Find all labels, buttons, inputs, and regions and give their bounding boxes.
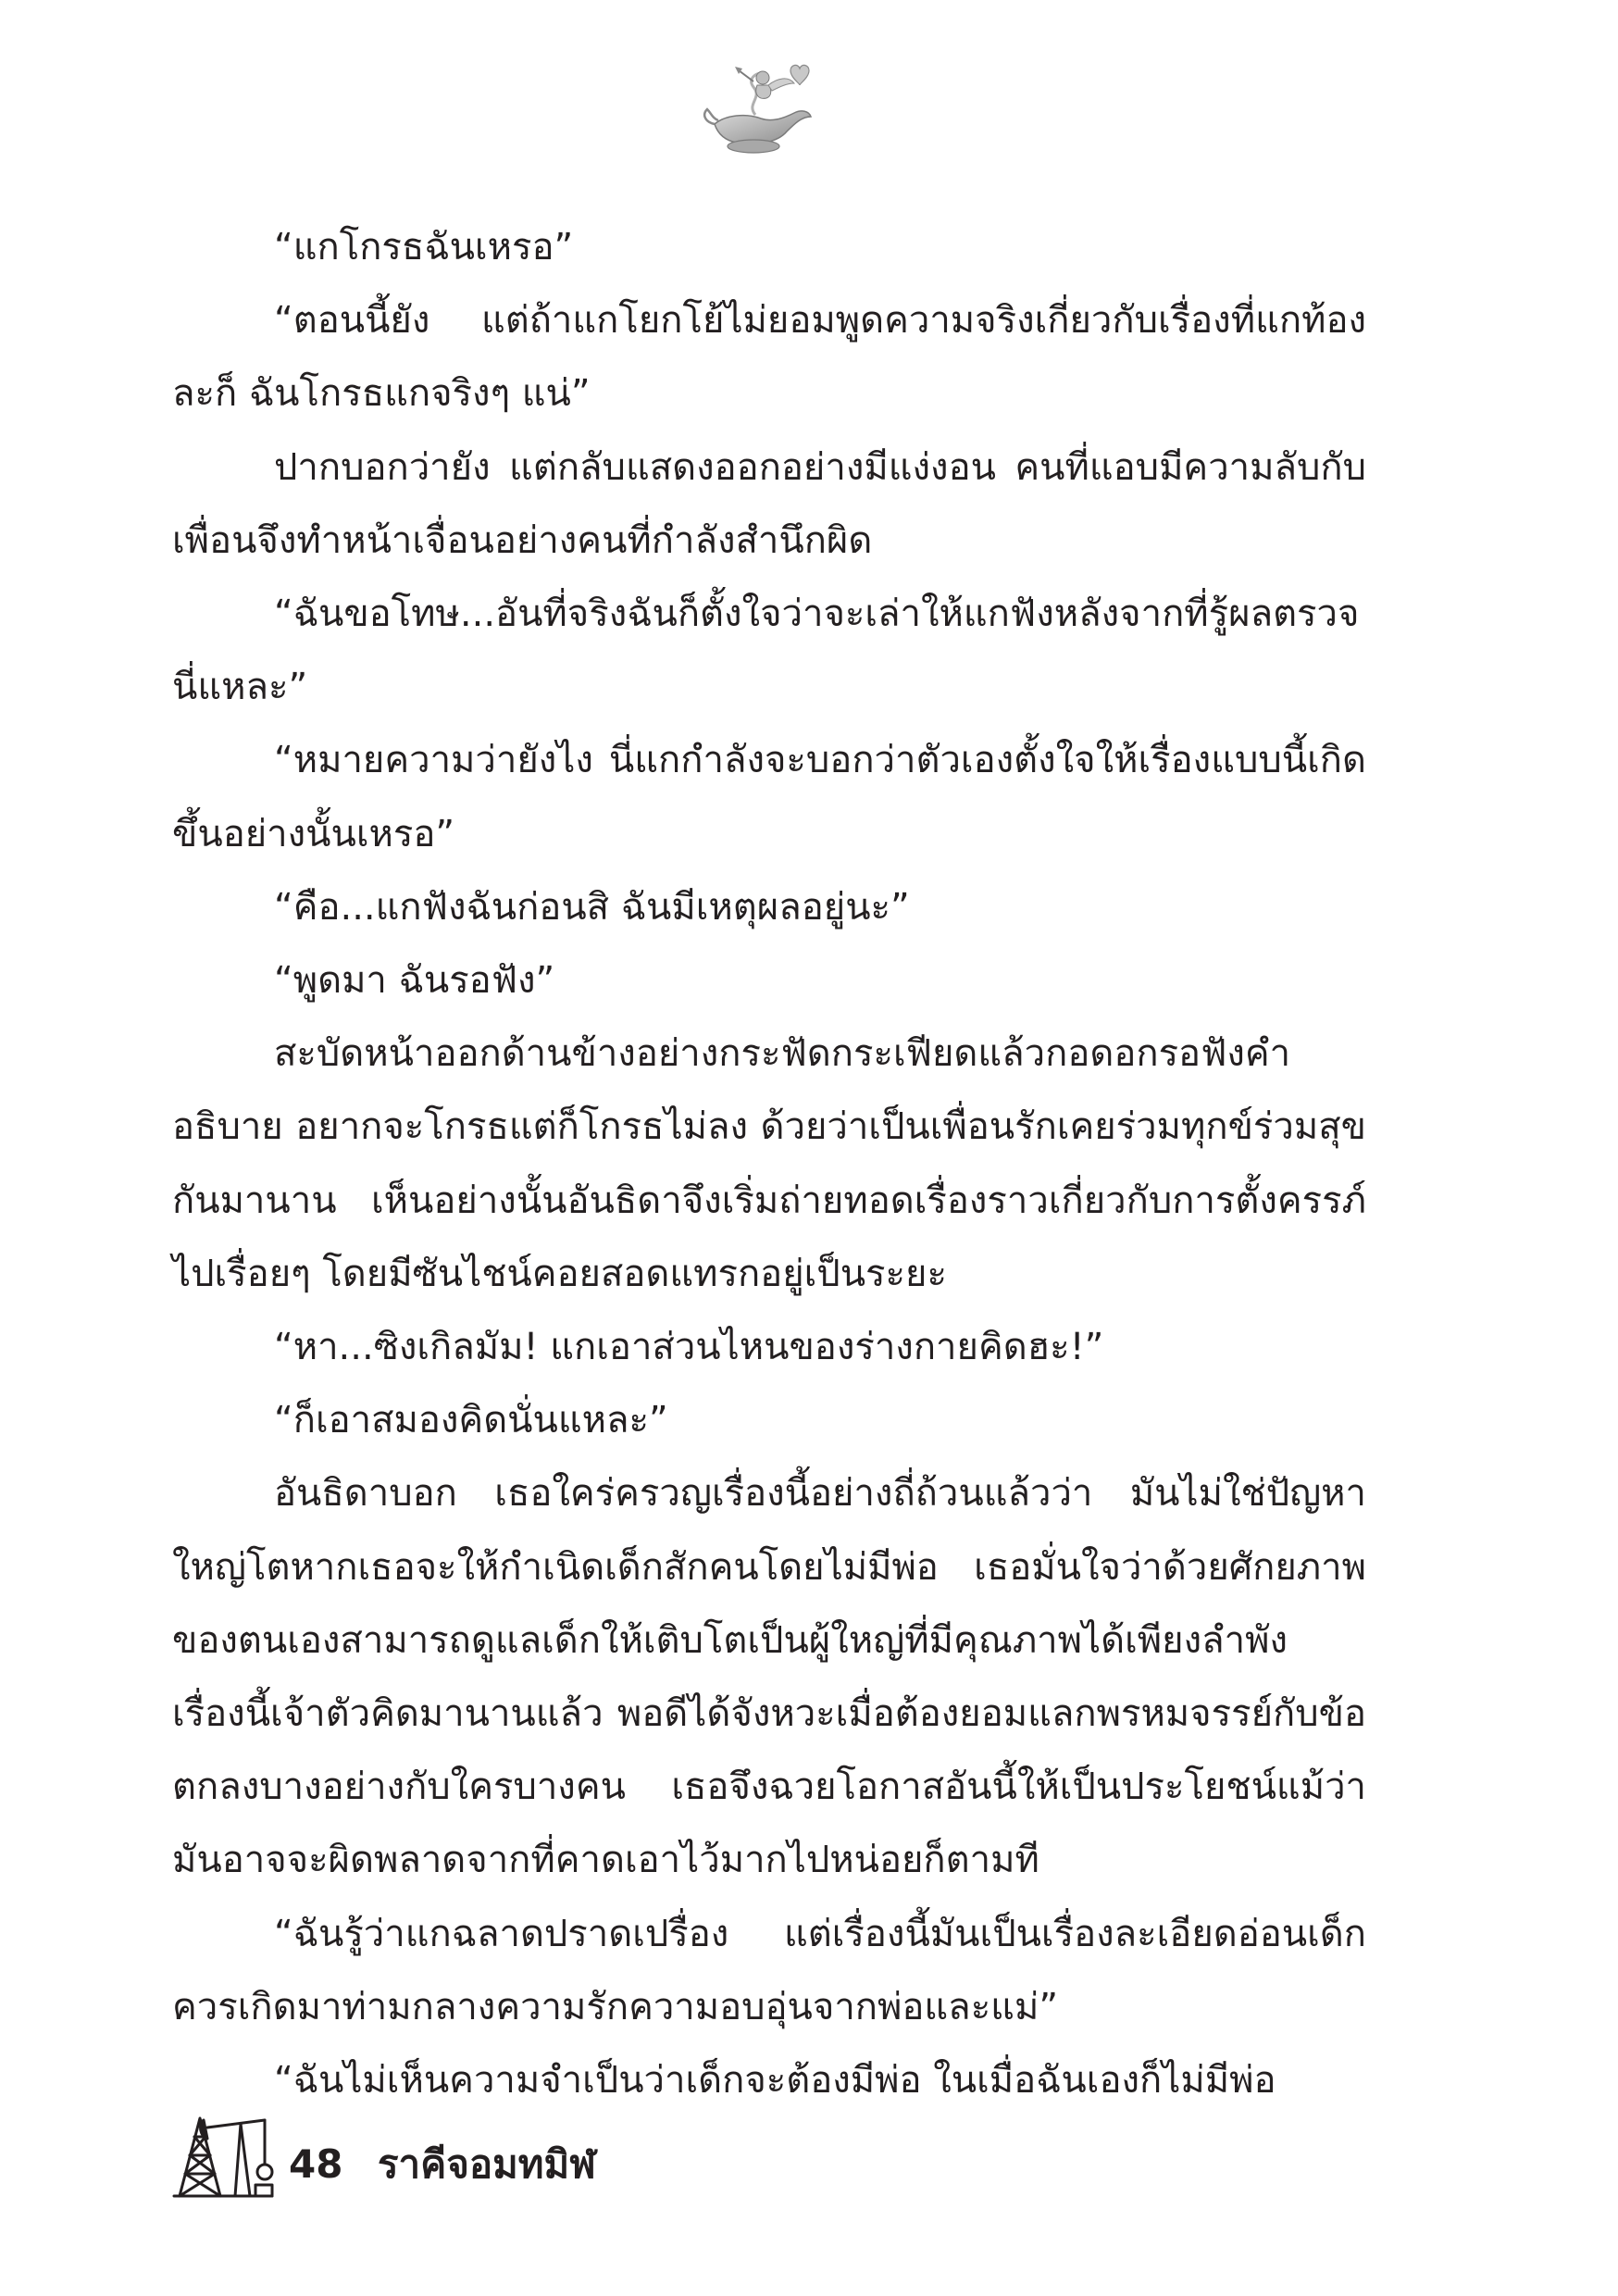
paragraph: “พูดมา ฉันรอฟัง” [274,959,555,1003]
paragraph: “ฉันขอโทษ...อันที่จริงฉันก็ตั้งใจว่าจะเล่าให้แกฟังหลังจากที่รู้ผลตรวจนี่แหละ” [172,593,1360,709]
paragraph: “คือ...แกฟังฉันก่อนสิ ฉันมีเหตุผลอยู่นะ” [274,885,910,929]
paragraph: “ตอนนี้ยัง แต่ถ้าแกโยกโย้ไม่ยอมพูดความจริงเกี่ยวกับเรื่องที่แกท้องละก็ ฉันโกรธแกจริงๆ แน่” [172,299,1366,416]
paragraph: ปากบอกว่ายัง แต่กลับแสดงออกอย่างมีแง่งอน คนที่แอบมีความลับกับเพื่อนจึงทำหน้าเจื่อนอย่างคนที่กำลังสำนึกผิด [172,445,1366,562]
paragraph: สะบัดหน้าออกด้านข้างอย่างกระฟัดกระเฟียดแล้วกอดอกรอฟังคำอธิบาย อยากจะโกรธแต่ก็โกรธไม่ลง ด้วยว่าเป็นเพื่อนรักเคยร่วมทุกข์ร่วมสุขกันมานาน เห็นอย่างนั้นอันธิดาจึงเริ่มถ่ายทอดเรื่องราวเกี่ยวกับการตั้งครรภ์ไปเรื่อยๆ โดยมีซันไชน์คอยสอดแทรกอยู่เป็นระยะ [172,1032,1366,1295]
paragraph: “ฉันไม่เห็นความจำเป็นว่าเด็กจะต้องมีพ่อ ในเมื่อฉันเองก็ไม่มีพ่อ [274,2059,1276,2103]
paragraph: “แกโกรธฉันเหรอ” [274,226,574,268]
paragraph: “หา...ซิงเกิลมัม! แกเอาส่วนไหนของร่างกายคิดฮะ!” [274,1326,1104,1369]
chapter-text [172,211,1366,2117]
book-title: ราคีจอมทมิฬ [378,2141,596,2187]
cupid-lamp-ornament-icon [698,57,818,159]
paragraph: “ก็เอาสมองคิดนั่นแหละ” [274,1399,668,1442]
paragraph: “ฉันรู้ว่าแกฉลาดปราดเปรื่อง แต่เรื่องนี้มันเป็นเรื่องละเอียดอ่อนเด็กควรเกิดมาท่ามกลางความรักความอบอุ่นจากพ่อและแม่” [172,1912,1366,2028]
page-number: 48 [289,2141,343,2187]
paragraph: อันธิดาบอก เธอใคร่ครวญเรื่องนี้อย่างถี่ถ้วนแล้วว่า มันไม่ใช่ปัญหาใหญ่โตหากเธอจะให้กำเนิดเด็กสักคนโดยไม่มีพ่อ เธอมั่นใจว่าด้วยศักยภาพของตนเองสามารถดูแลเด็กให้เติบโตเป็นผู้ใหญ่ที่มีคุณภาพได้เพียงลำพัง เรื่องนี้เจ้าตัวคิดมานานแล้ว พอดีได้จังหวะเมื่อต้องยอมแลกพรหมจรรย์กับข้อตกลงบางอย่างกับใครบางคน เธอจึงฉวยโอกาสอันนี้ให้เป็นประโยชน์แม้ว่ามันอาจจะผิดพลาดจากที่คาดเอาไว้มากไปหน่อยก็ตามที [172,1472,1366,1882]
page-footer [172,2100,728,2202]
oil-pumpjack-icon [172,2100,274,2200]
paragraph: “หมายความว่ายังไง นี่แกกำลังจะบอกว่าตัวเองตั้งใจให้เรื่องแบบนี้เกิดขึ้นอย่างนั้นเหรอ” [172,739,1366,855]
